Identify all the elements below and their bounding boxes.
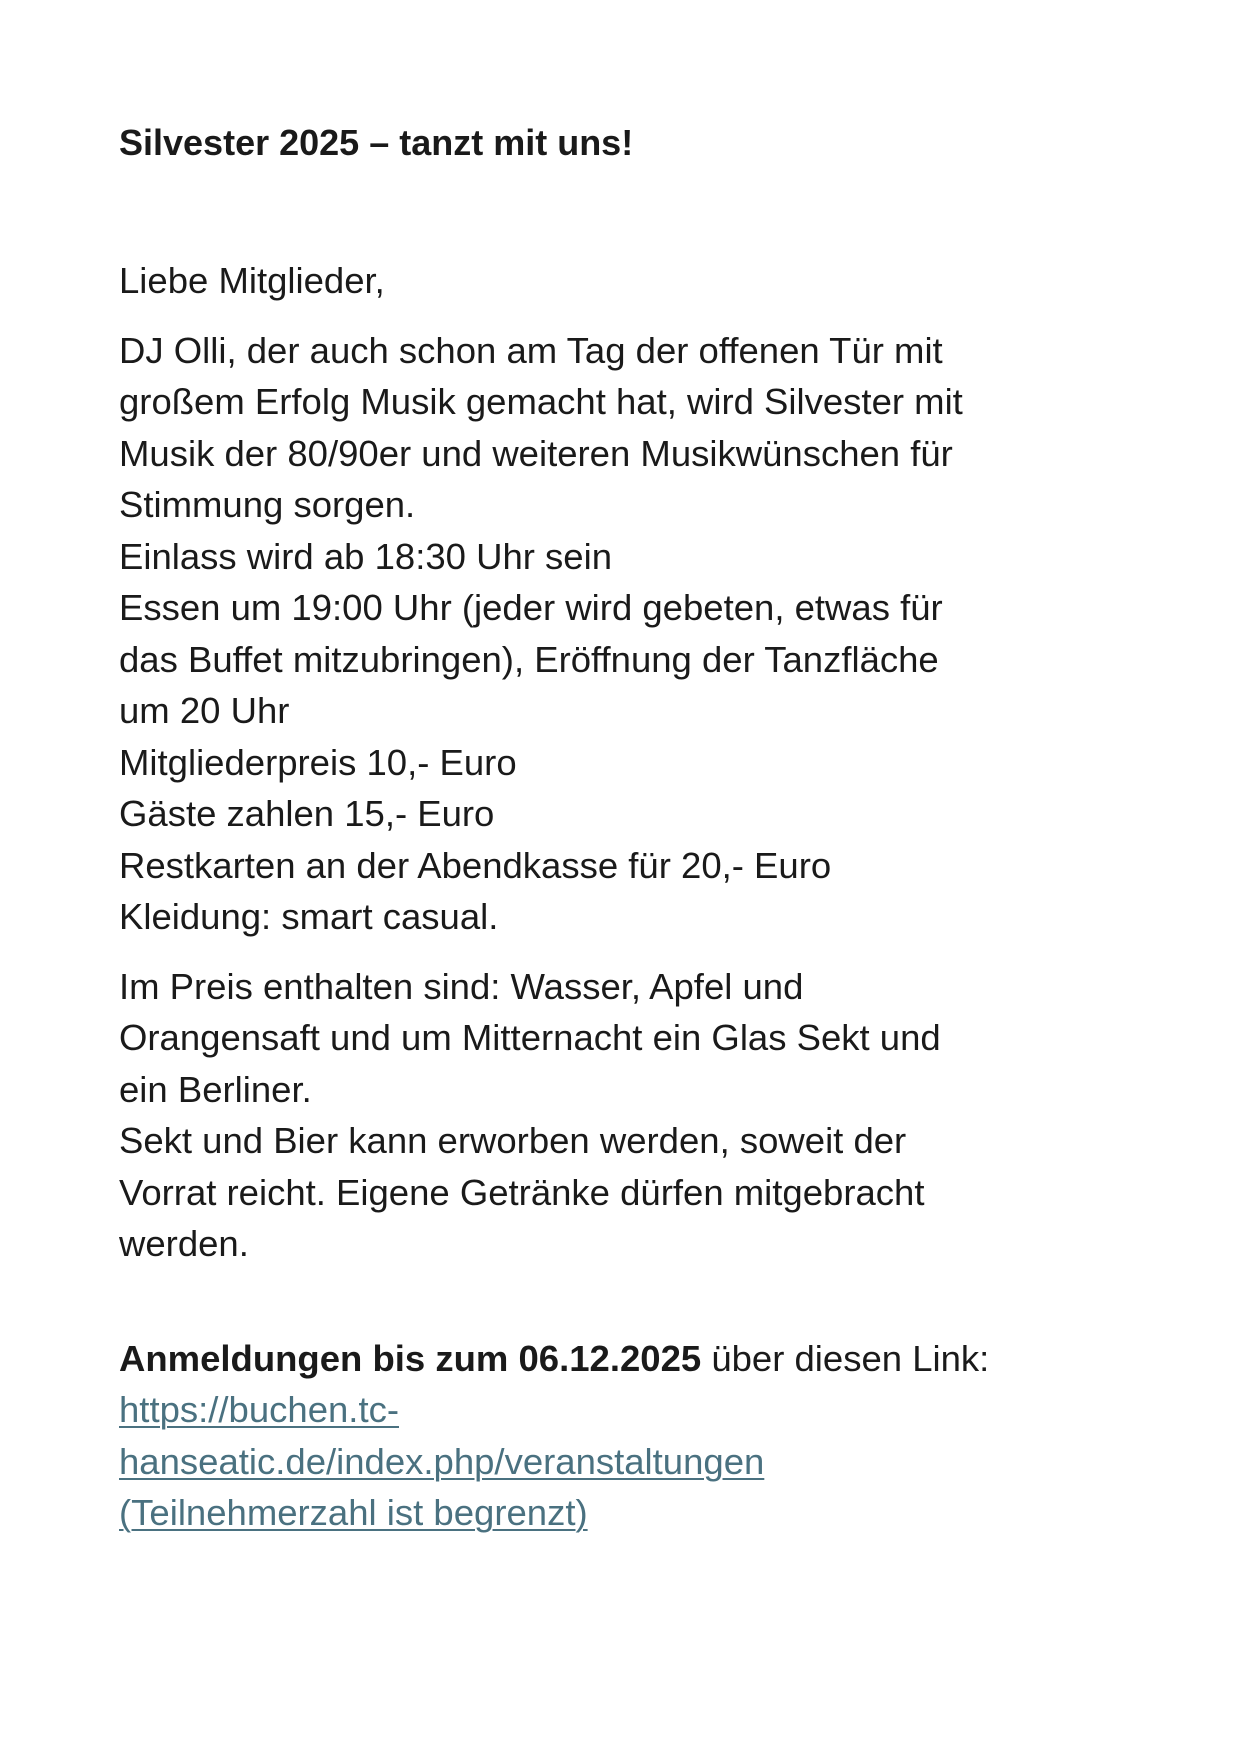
registration-line — [119, 1333, 1149, 1385]
registration-paragraph — [119, 1333, 1149, 1539]
registration-text: über diesen Link: — [701, 1337, 990, 1379]
included-paragraph — [119, 961, 1149, 1270]
greeting-line: Liebe Mitglieder, — [119, 260, 385, 301]
paragraph-line: Stimmung sorgen. — [119, 484, 416, 525]
paragraph-line: werden. — [119, 1223, 249, 1264]
paragraph-line: Sekt und Bier kann erworben werden, soweit der — [119, 1120, 907, 1161]
registration-link[interactable] — [119, 1384, 1149, 1539]
document-title: Silvester 2025 – tanzt mit uns! — [119, 122, 634, 163]
paragraph-line: Im Preis enthalten sind: Wasser, Apfel und — [119, 965, 804, 1007]
paragraph-line: Vorrat reicht. Eigene Getränke dürfen mitgebracht — [119, 1171, 925, 1213]
paragraph-line: Gäste zahlen 15,- Euro — [119, 793, 495, 834]
link-line[interactable]: hanseatic.de/index.php/veranstaltungen — [119, 1440, 765, 1482]
document-body — [119, 255, 1149, 1539]
paragraph-line: Mitgliederpreis 10,- Euro — [119, 741, 517, 783]
paragraph-line: Essen um 19:00 Uhr (jeder wird gebeten, etwas für — [119, 587, 943, 628]
link-line[interactable]: https://buchen.tc- — [119, 1389, 399, 1430]
link-line[interactable]: (Teilnehmerzahl ist begrenzt) — [119, 1492, 588, 1533]
paragraph-line: Musik der 80/90er und weiteren Musikwünschen für — [119, 432, 953, 474]
paragraph-line: ein Berliner. — [119, 1068, 312, 1110]
intro-paragraph — [119, 325, 1149, 943]
registration-deadline: Anmeldungen bis zum 06.12.2025 — [119, 1337, 702, 1379]
paragraph-line: um 20 Uhr — [119, 690, 290, 731]
paragraph-line: Einlass wird ab 18:30 Uhr sein — [119, 535, 612, 577]
paragraph-line: Orangensaft und um Mitternacht ein Glas Sekt und — [119, 1017, 941, 1058]
paragraph-line: Kleidung: smart casual. — [119, 896, 499, 937]
paragraph-line: großem Erfolg Musik gemacht hat, wird Silvester mit — [119, 381, 963, 422]
greeting — [119, 255, 1149, 307]
paragraph-line: Restkarten an der Abendkasse für 20,- Euro — [119, 844, 832, 886]
paragraph-line: DJ Olli, der auch schon am Tag der offenen Tür mit — [119, 329, 943, 371]
paragraph-line: das Buffet mitzubringen), Eröffnung der Tanzfläche — [119, 638, 939, 680]
